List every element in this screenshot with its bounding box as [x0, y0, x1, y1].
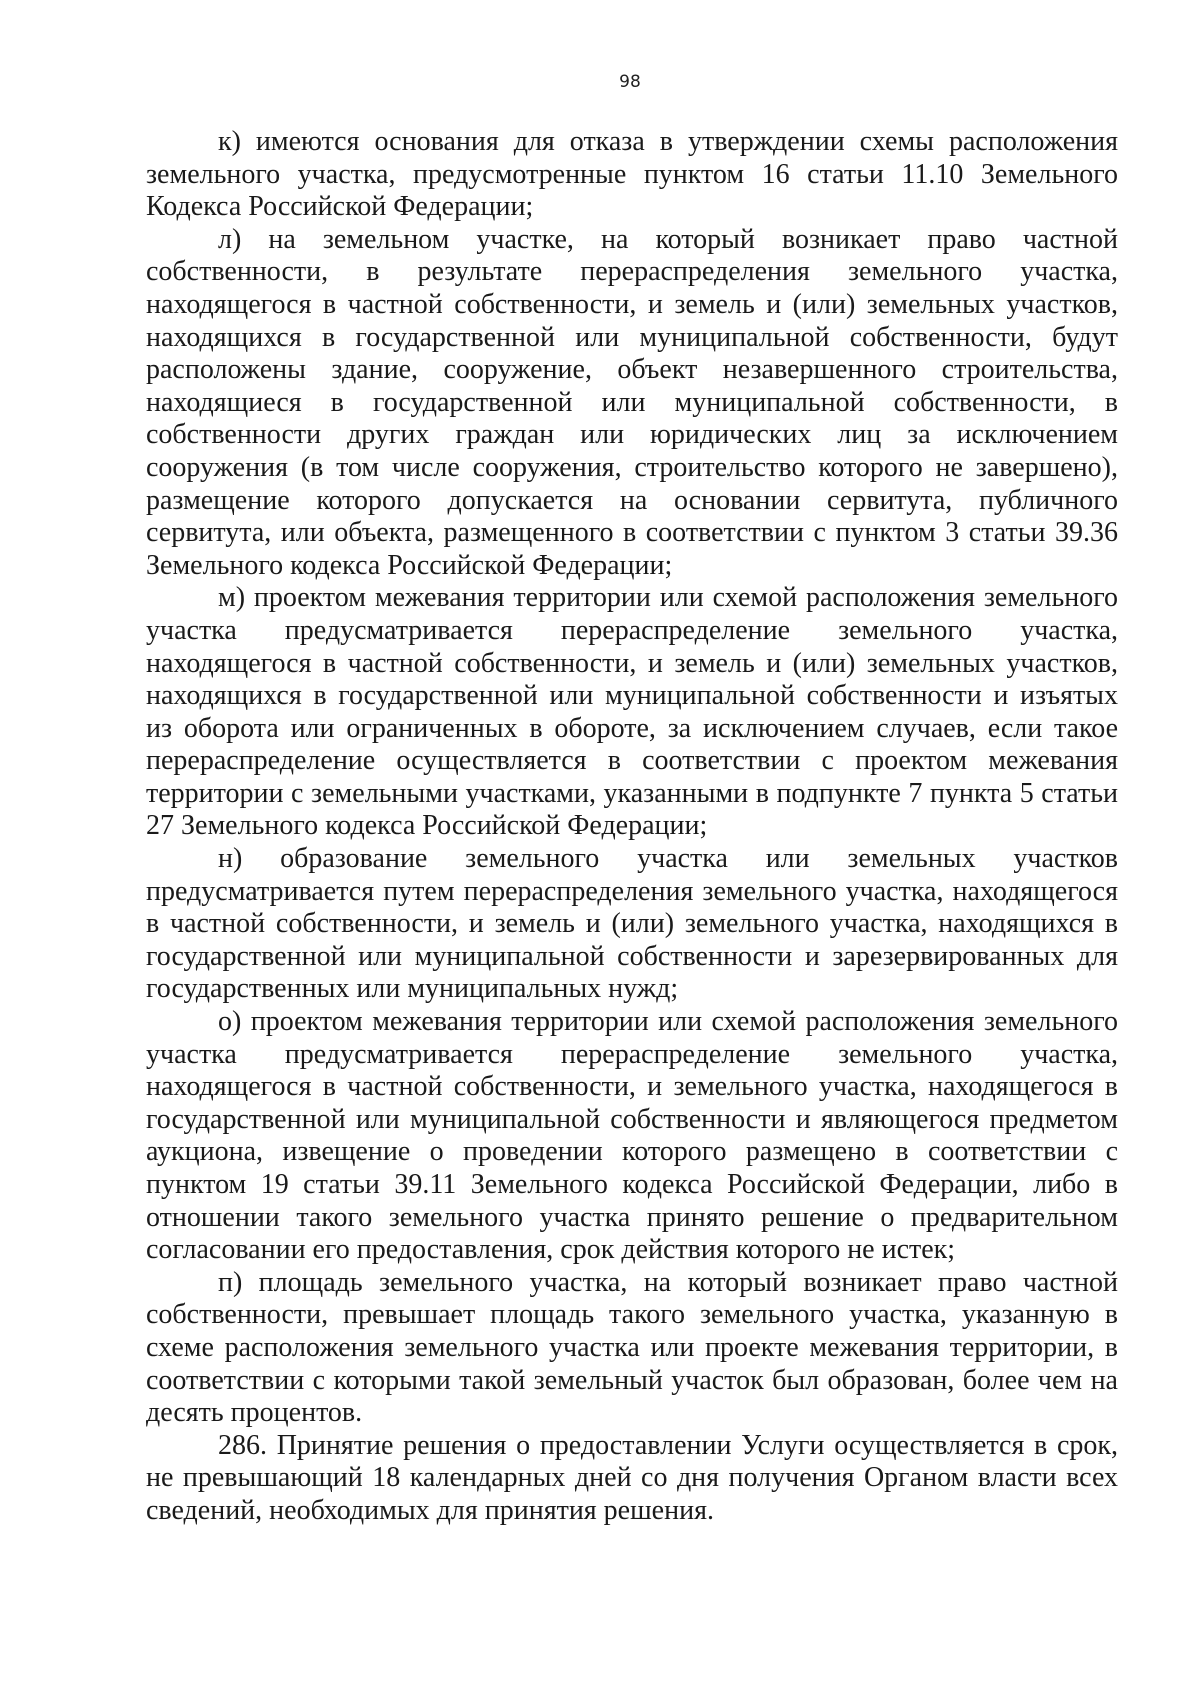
paragraph-k: к) имеются основания для отказа в утверждении схемы расположения земельного участка, предусмотренные пунктом 16 статьи 11.10 Земельного Кодекса Российской Федерации; — [146, 126, 1118, 223]
paragraph-m: м) проектом межевания территории или схемой расположения земельного участка предусматривается перераспределение земельного участка, находящегося в частной собственности, и земель и (или) земельных участков, находящихся в государственной или муниципальной собственности и изъятых из оборота или ограниченных в обороте, за исключением случаев, если такое перераспределение осуществляется в соответствии с проектом межевания территории с земельными участками, указанными в подпункте 7 пункта 5 статьи 27 Земельного кодекса Российской Федерации; — [146, 582, 1118, 842]
paragraph-n: н) образование земельного участка или земельных участков предусматривается путем перераспределения земельного участка, находящегося в частной собственности, и земель и (или) земельного участка, находящихся в государственной или муниципальной собственности и зарезервированных для государственных или муниципальных нужд; — [146, 843, 1118, 1005]
paragraph-l: л) на земельном участке, на который возникает право частной собственности, в результате перераспределения земельного участка, находящегося в частной собственности, и земель и (или) земельных участков, находящихся в государственной или муниципальной собственности, будут расположены здание, сооружение, объект незавершенного строительства, находящиеся в государственной или муниципальной собственности, в собственности других граждан или юридических лиц за исключением сооружения (в том числе сооружения, строительство которого не завершено), размещение которого допускается на основании сервитута, публичного сервитута, или объекта, размещенного в соответствии с пунктом 3 статьи 39.36 Земельного кодекса Российской Федерации; — [146, 223, 1118, 581]
paragraph-p: п) площадь земельного участка, на который возникает право частной собственности, превышает площадь такого земельного участка, указанную в схеме расположения земельного участка или проекте межевания территории, в соответствии с которыми такой земельный участок был образован, более чем на десять процентов. — [146, 1266, 1118, 1429]
paragraph-o: о) проектом межевания территории или схемой расположения земельного участка предусматривается перераспределение земельного участка, находящегося в частной собственности, и земельного участка, находящегося в государственной или муниципальной собственности и являющегося предметом аукциона, извещение о проведении которого размещено в соответствии с пунктом 19 статьи 39.11 Земельного кодекса Российской Федерации, либо в отношении такого земельного участка принято решение о предварительном согласовании его предоставления, срок действия которого не истек; — [146, 1006, 1118, 1266]
paragraph-286: 286. Принятие решения о предоставлении Услуги осуществляется в срок, не превышающий 18 календарных дней со дня получения Органом власти всех сведений, необходимых для принятия решения. — [146, 1429, 1118, 1526]
page-number: 98 — [619, 72, 641, 92]
document-body — [146, 126, 1118, 1528]
